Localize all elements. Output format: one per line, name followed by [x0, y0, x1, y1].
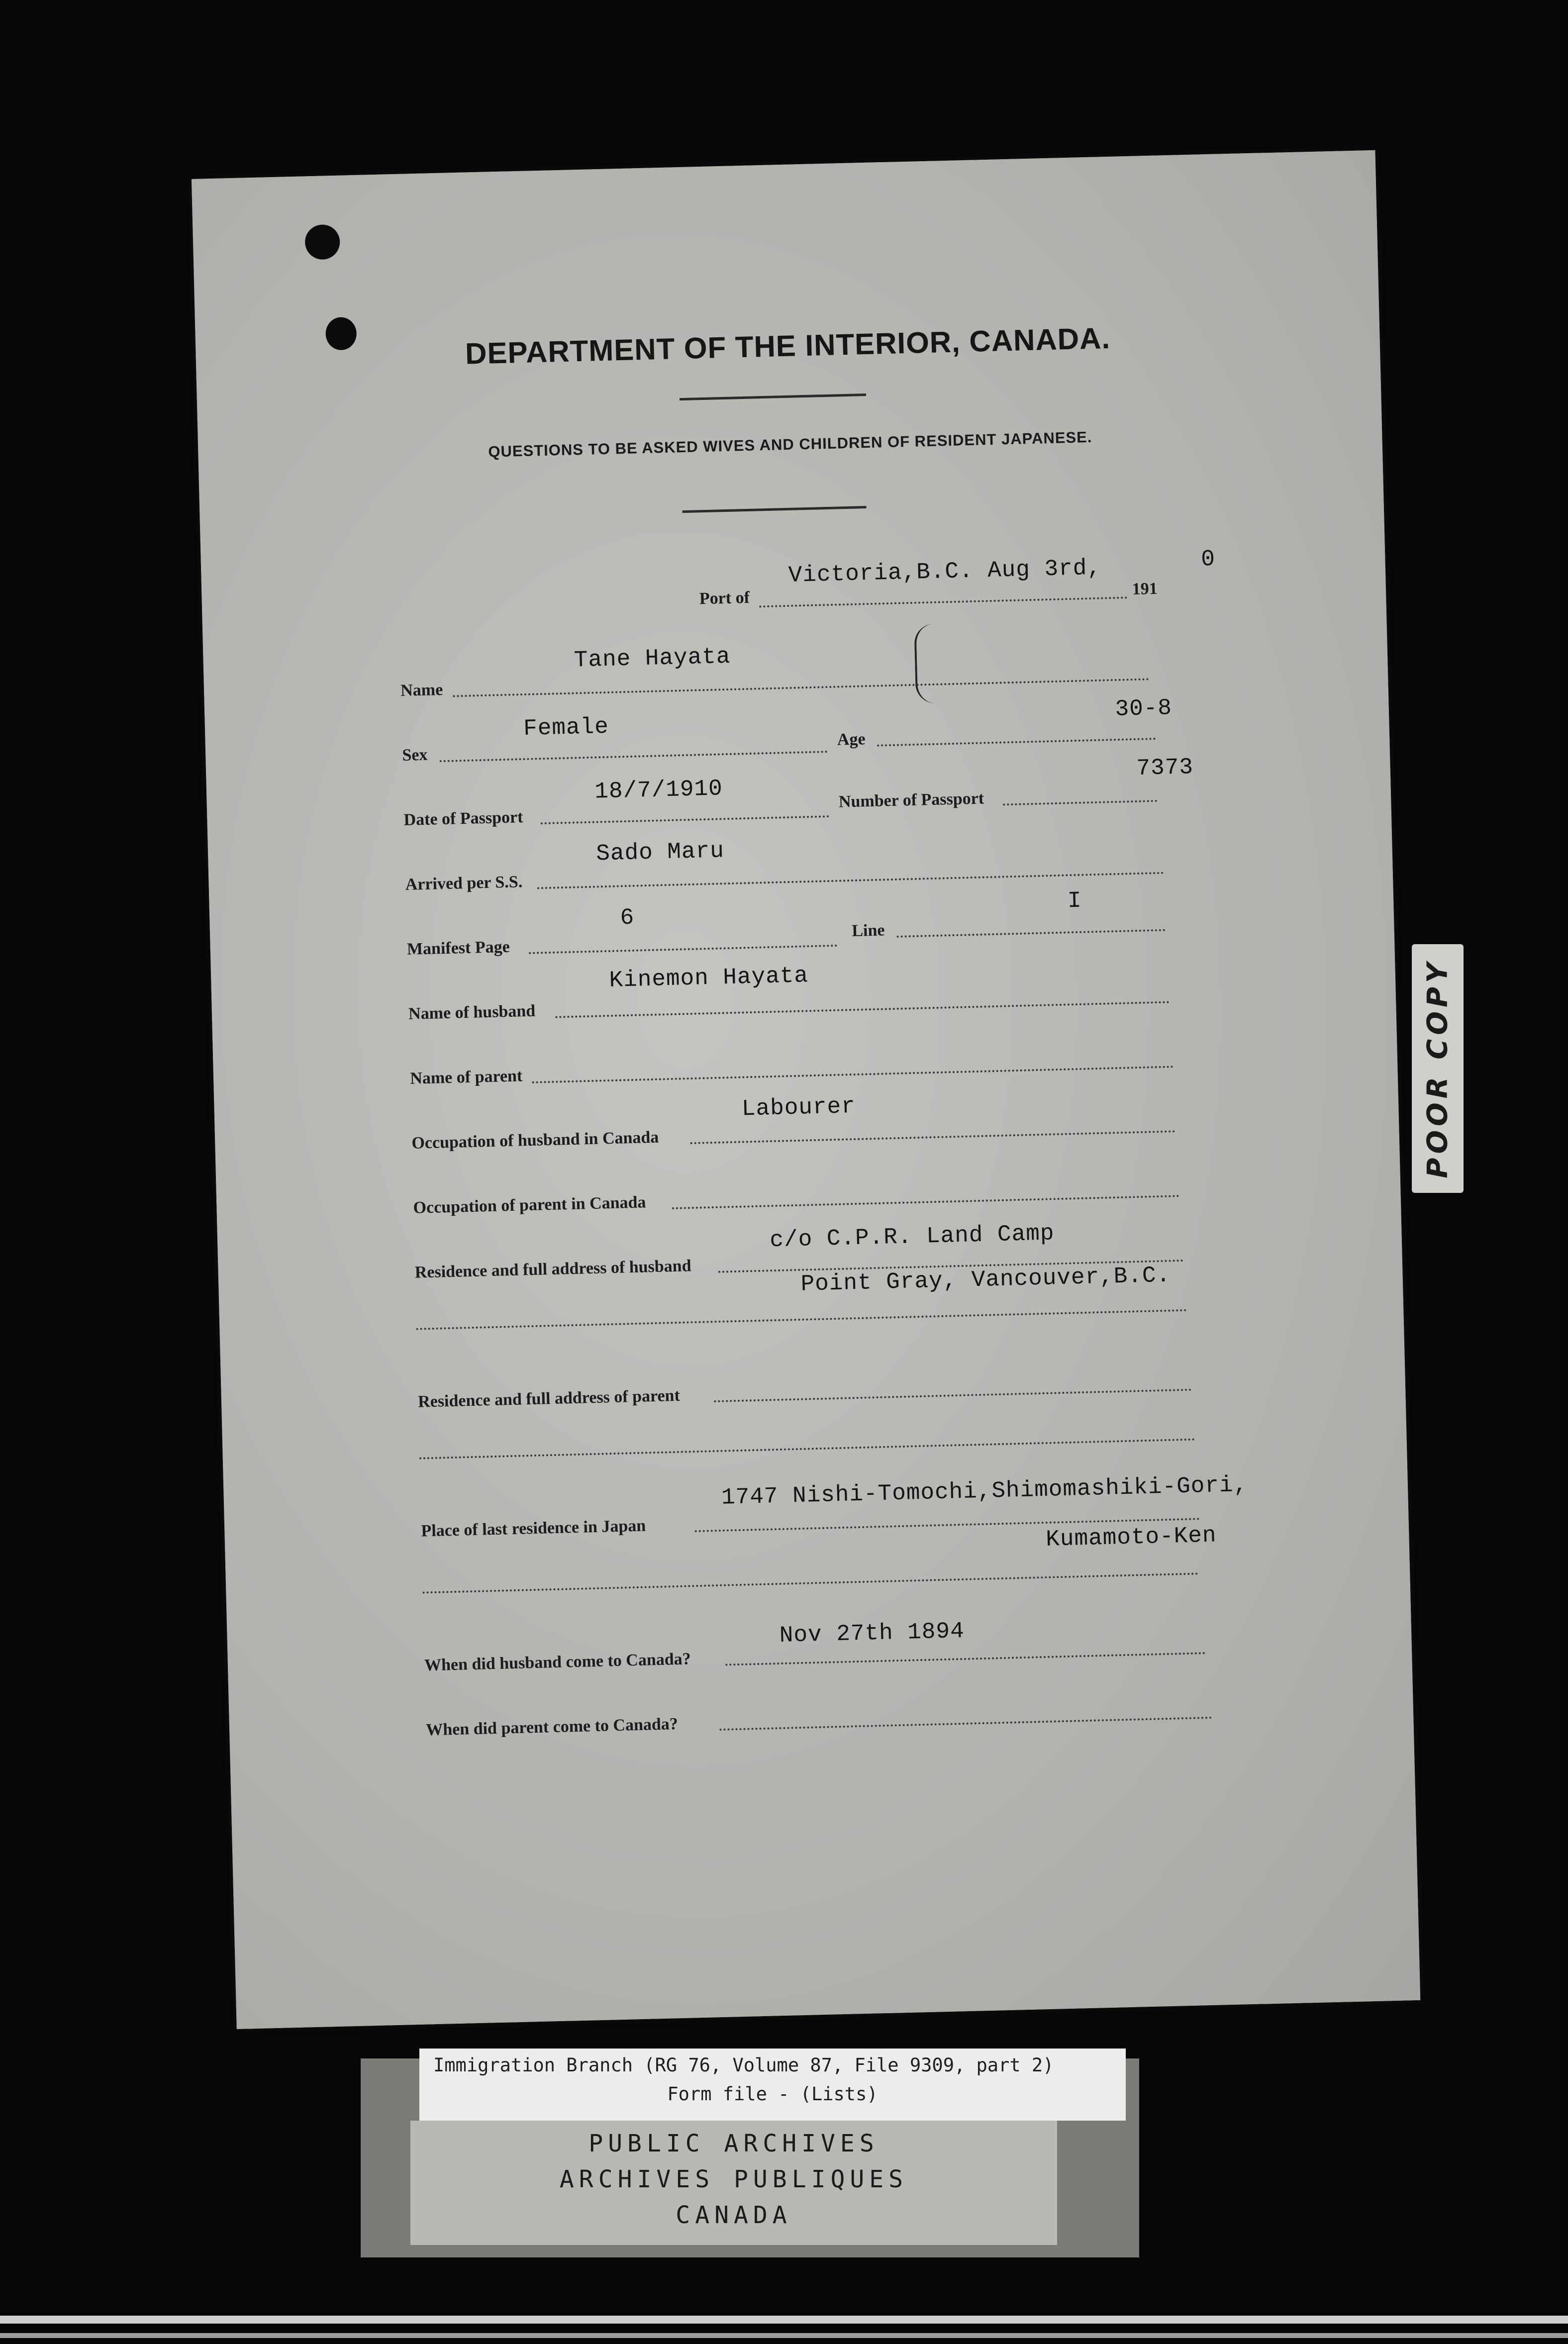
age-label: Age: [837, 730, 866, 749]
archive-stamp-line: ARCHIVES PUBLIQUES: [559, 2165, 908, 2193]
divider: [680, 393, 866, 400]
parent-address-label: Residence and full address of parent: [417, 1386, 681, 1411]
film-edge: [0, 2316, 1568, 2324]
punch-hole: [304, 224, 340, 260]
line-label: Line: [851, 921, 885, 941]
arrived-line: [537, 872, 1164, 889]
manifest-line: [529, 945, 837, 954]
sex-line: [440, 751, 828, 762]
name-value: Tane Hayata: [574, 643, 731, 674]
husband-name-label: Name of husband: [408, 1001, 536, 1023]
passport-number-label: Number of Passport: [838, 789, 984, 811]
film-edge: [0, 2333, 1568, 2338]
passport-date-value: 18/7/1910: [594, 776, 723, 805]
port-value: Victoria,B.C. Aug 3rd,: [788, 555, 1102, 588]
husband-occupation-line: [690, 1130, 1176, 1144]
husband-arrival-label: When did husband come to Canada?: [424, 1650, 691, 1675]
last-residence-line1: 1747 Nishi-Tomochi,Shimomashiki-Gori,: [721, 1471, 1248, 1511]
year-prefix: 191: [1132, 579, 1158, 599]
form-subtitle: QUESTIONS TO BE ASKED WIVES AND CHILDREN OF RESIDENT JAPANESE.: [488, 428, 1092, 461]
husband-name-line: [555, 1001, 1170, 1018]
divider: [683, 506, 867, 513]
department-title: DEPARTMENT OF THE INTERIOR, CANADA.: [465, 321, 1111, 371]
arrived-value: Sado Maru: [595, 838, 725, 867]
archive-caption: [419, 2049, 1126, 2121]
sex-value: Female: [523, 713, 609, 742]
parent-name-line: [532, 1066, 1174, 1083]
parent-arrival-line: [719, 1717, 1212, 1731]
husband-address-line2: Point Gray, Vancouver,B.C.: [800, 1262, 1171, 1297]
parent-arrival-label: When did parent come to Canada?: [425, 1715, 679, 1740]
caption-line: Form file - (Lists): [667, 2083, 878, 2105]
archive-stamp-line: PUBLIC ARCHIVES: [588, 2130, 879, 2157]
husband-address-line: [416, 1309, 1187, 1330]
last-residence-line: [423, 1572, 1199, 1593]
passport-number-line: [1003, 800, 1157, 806]
pencil-bracket-mark: [914, 623, 948, 704]
husband-arrival-value: Nov 27th 1894: [779, 1618, 965, 1649]
poor-copy-stamp: [1412, 944, 1464, 1193]
last-residence-line2: Kumamoto-Ken: [1045, 1522, 1217, 1553]
husband-address-label: Residence and full address of husband: [414, 1257, 691, 1282]
parent-occupation-line: [672, 1195, 1179, 1209]
husband-name-value: Kinemon Hayata: [608, 963, 809, 993]
port-label: Port of: [699, 588, 750, 608]
archive-stamp: [410, 2121, 1057, 2245]
year-suffix: 0: [1200, 546, 1216, 573]
husband-arrival-line: [725, 1652, 1205, 1666]
name-line: [453, 678, 1150, 697]
age-line: [877, 738, 1156, 747]
line-line: [897, 929, 1166, 938]
last-residence-label: Place of last residence in Japan: [421, 1516, 646, 1541]
husband-address-line1: c/o C.P.R. Land Camp: [769, 1220, 1055, 1254]
name-label: Name: [400, 680, 443, 700]
manifest-value: 6: [619, 904, 635, 931]
archive-stamp-line: CANADA: [676, 2201, 792, 2229]
passport-number-value: 7373: [1136, 754, 1194, 781]
sex-label: Sex: [401, 745, 428, 765]
passport-date-label: Date of Passport: [403, 808, 523, 829]
manifest-label: Manifest Page: [406, 937, 510, 959]
arrived-label: Arrived per S.S.: [405, 873, 523, 894]
parent-name-label: Name of parent: [409, 1067, 523, 1088]
age-value: 30-8: [1114, 695, 1173, 722]
line-value: I: [1067, 887, 1082, 914]
form-sheet: [192, 150, 1420, 2029]
husband-occupation-label: Occupation of husband in Canada: [411, 1128, 659, 1153]
passport-date-line: [541, 815, 829, 824]
port-line: [759, 596, 1127, 607]
poor-copy-text: POOR COPY: [1421, 959, 1454, 1178]
parent-address-line: [714, 1389, 1191, 1402]
parent-occupation-label: Occupation of parent in Canada: [413, 1193, 646, 1217]
husband-occupation-value: Labourer: [741, 1093, 856, 1122]
caption-line: Immigration Branch (RG 76, Volume 87, File 9309, part 2): [433, 2054, 1054, 2076]
parent-address-line: [419, 1438, 1195, 1459]
